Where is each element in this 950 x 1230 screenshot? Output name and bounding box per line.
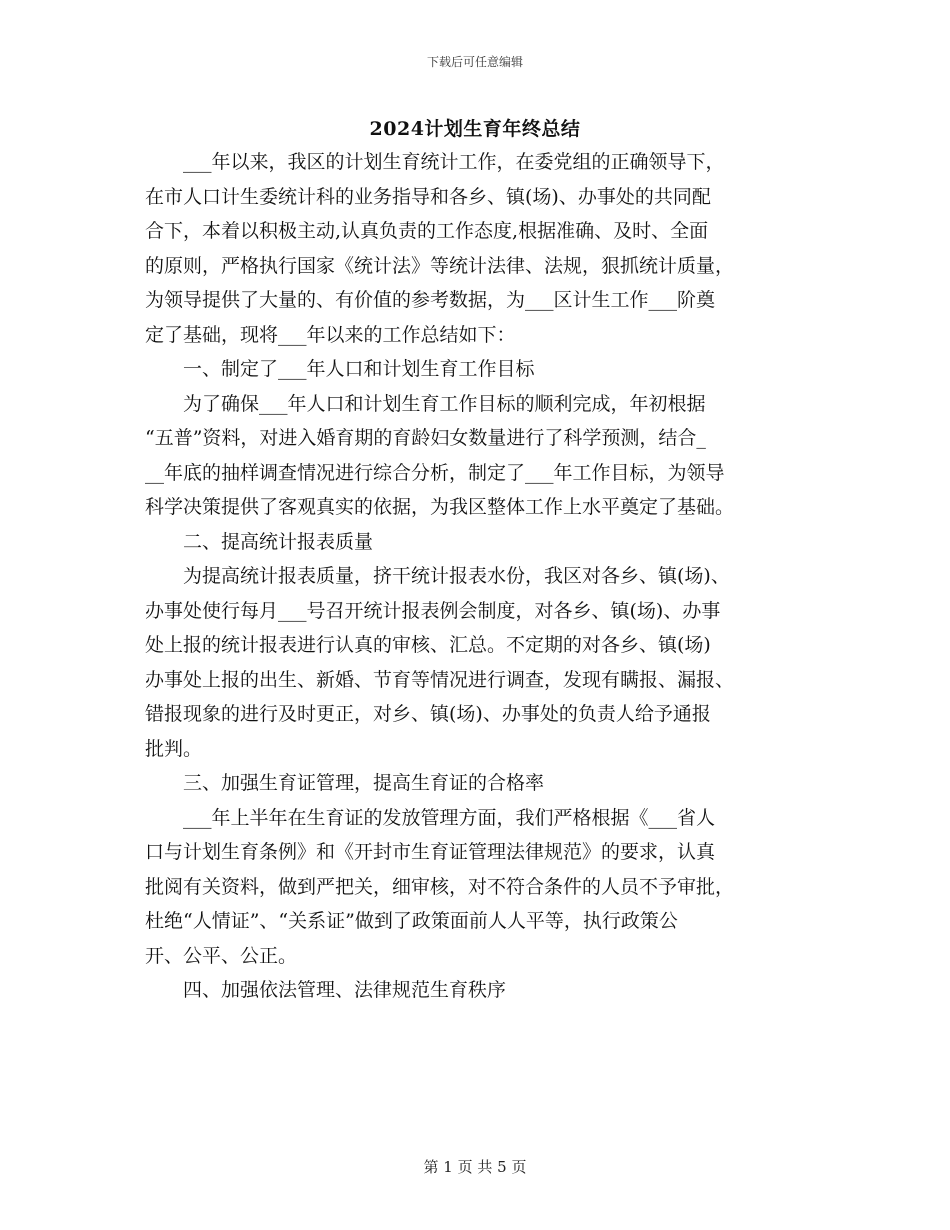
body-line: 的原则，严格执行国家《统计法》等统计法律、法规，狠抓统计质量，: [145, 254, 735, 277]
body-line: 开、公平、公正。: [145, 944, 298, 967]
body-line: 定了基础，现将___年以来的工作总结如下：: [145, 323, 516, 346]
section-heading-4: 四、加强依法管理、法律规范生育秩序: [183, 979, 507, 1001]
body-line: ___年以来，我区的计划生育统计工作，在委党组的正确领导下，: [183, 151, 725, 173]
section-heading-3: 三、加强生育证管理，提高生育证的合格率: [183, 772, 545, 794]
body-line: “五普”资料，对进入婚育期的育龄妇女数量进行了科学预测，结合_: [145, 427, 706, 449]
body-line: 杜绝“人情证”、“关系证”做到了政策面前人人平等，执行政策公: [145, 910, 678, 932]
body-line: 合下，本着以积极主动,认真负责的工作态度,根据准确、及时、全面: [145, 220, 709, 242]
body-line: 为提高统计报表质量，挤干统计报表水份，我区对各乡、镇(场)、: [183, 565, 730, 587]
page-number-footer: 第 1 页 共 5 页: [423, 1158, 527, 1176]
document-title: 2024计划生育年终总结: [369, 118, 581, 140]
body-line: 批阅有关资料，做到严把关，细审核，对不符合条件的人员不予审批，: [145, 875, 735, 898]
body-line: 为领导提供了大量的、有价值的参考数据，为___区计生工作___阶奠: [145, 289, 716, 311]
body-line: 批判。: [145, 737, 203, 760]
page-header-note: 下载后可任意编辑: [426, 55, 523, 69]
section-heading-2: 二、提高统计报表质量: [183, 530, 374, 553]
body-line: ___年上半年在生育证的发放管理方面，我们严格根据《___省人: [183, 806, 716, 829]
body-line: 办事处使行每月___号召开统计报表例会制度，对各乡、镇(场)、办事: [145, 599, 721, 622]
document-body: [145, 145, 800, 1008]
body-line: 科学决策提供了客观真实的依据，为我区整体工作上水平奠定了基础。: [145, 496, 735, 518]
body-line: __年底的抽样调查情况进行综合分析，制定了___年工作目标，为领导: [145, 461, 725, 484]
body-line: 口与计划生育条例》和《开封市生育证管理法律规范》的要求，认真: [145, 841, 716, 863]
body-line: 办事处上报的出生、新婚、节育等情况进行调查，发现有瞒报、漏报、: [145, 668, 735, 691]
section-heading-1: 一、制定了___年人口和计划生育工作目标: [183, 358, 535, 380]
body-line: 处上报的统计报表进行认真的审核、汇总。不定期的对各乡、镇(场): [145, 634, 711, 656]
body-line: 为了确保___年人口和计划生育工作目标的顺利完成，年初根据: [183, 392, 706, 415]
body-line: 在市人口计生委统计科的业务指导和各乡、镇(场)、办事处的共同配: [145, 185, 711, 208]
body-line: 错报现象的进行及时更正，对乡、镇(场)、办事处的负责人给予通报: [145, 703, 711, 725]
